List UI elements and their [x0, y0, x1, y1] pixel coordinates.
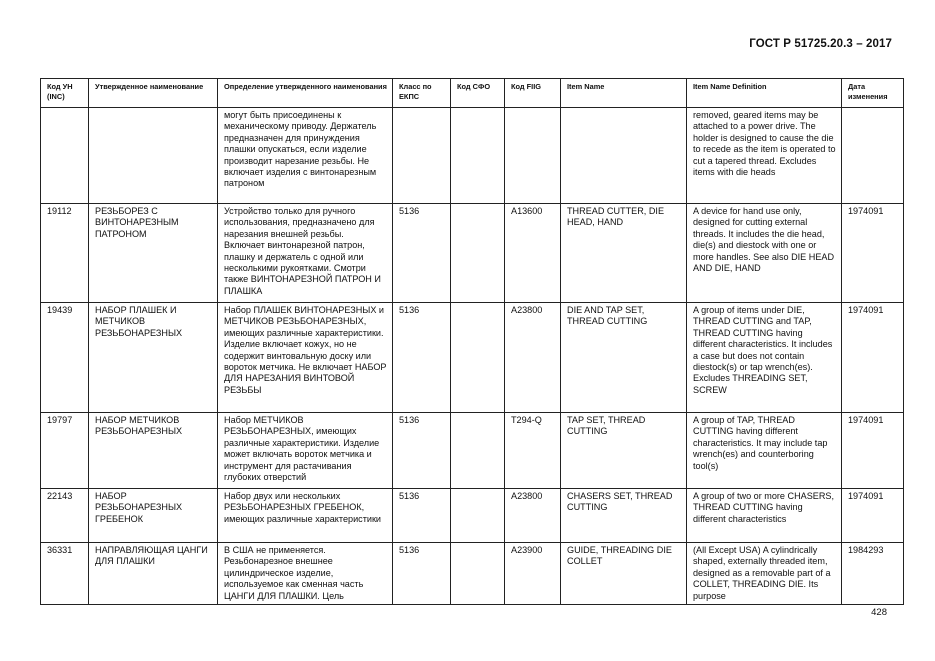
cell-item-name: CHASERS SET, THREAD CUTTING	[561, 489, 687, 543]
cell-ekps-class	[393, 108, 451, 204]
cell-fiig-code: A23800	[505, 489, 561, 543]
cell-fiig-code: T294-Q	[505, 413, 561, 489]
column-header-change-date: Дата изменения	[842, 79, 904, 108]
cell-definition: могут быть присоединены к механическому приводу. Держатель предназначен для принуждения плашки опускаться, если изделие производит нарезание резьбы. Не включает изделия с винтонарезным патроном	[218, 108, 393, 204]
cell-approved-name: НАБОР РЕЗЬБОНАРЕЗНЫХ ГРЕБЕНОК	[89, 489, 218, 543]
column-header-item-name-definition: Item Name Definition	[687, 79, 842, 108]
column-header-sfo-code: Код СФО	[451, 79, 505, 108]
cell-inc-code: 19112	[41, 204, 89, 303]
cell-change-date: 1974091	[842, 489, 904, 543]
cell-inc-code: 36331	[41, 543, 89, 605]
table-row	[41, 303, 904, 413]
cell-item-definition: A device for hand use only, designed for cutting external threads. It includes the die head, die(s) and diestock with one or more handles. See also DIE HEAD AND DIE, HAND	[687, 204, 842, 303]
cell-sfo-code	[451, 303, 505, 413]
column-header-ekps-class: Класс по ЕКПС	[393, 79, 451, 108]
table-row	[41, 108, 904, 204]
cell-sfo-code	[451, 543, 505, 605]
cell-sfo-code	[451, 489, 505, 543]
table-row	[41, 413, 904, 489]
cell-item-definition: (All Except USA) A cylindrically shaped, externally threaded item, designed as a removable part of a COLLET, THREADING DIE. Its purpose	[687, 543, 842, 605]
cell-approved-name	[89, 108, 218, 204]
cell-item-definition: A group of two or more CHASERS, THREAD CUTTING having different characteristics	[687, 489, 842, 543]
cell-inc-code: 22143	[41, 489, 89, 543]
table-row	[41, 489, 904, 543]
cell-change-date: 1984293	[842, 543, 904, 605]
table-row	[41, 204, 904, 303]
cell-ekps-class: 5136	[393, 543, 451, 605]
page-number: 428	[871, 607, 887, 618]
cell-item-definition: A group of TAP, THREAD CUTTING having different characteristics. It may include tap wrench(es) and counterboring tool(s)	[687, 413, 842, 489]
cell-item-name: THREAD CUTTER, DIE HEAD, HAND	[561, 204, 687, 303]
cell-inc-code: 19439	[41, 303, 89, 413]
table-row	[41, 543, 904, 605]
cell-sfo-code	[451, 108, 505, 204]
cell-item-definition: A group of items under DIE, THREAD CUTTING and TAP, THREAD CUTTING having different characteristics. It includes a case but does not contain diestock(s) or tap wrench(es). Excludes THREADING SET, SCREW	[687, 303, 842, 413]
cell-item-name: TAP SET, THREAD CUTTING	[561, 413, 687, 489]
cell-fiig-code: A23800	[505, 303, 561, 413]
cell-change-date: 1974091	[842, 204, 904, 303]
cell-inc-code	[41, 108, 89, 204]
cell-inc-code: 19797	[41, 413, 89, 489]
cell-item-definition: removed, geared items may be attached to a power drive. The holder is designed to cause the die to recede as the item is operated to cut a tapered thread. Excludes items with die heads	[687, 108, 842, 204]
cell-change-date: 1974091	[842, 303, 904, 413]
cell-approved-name: НАПРАВЛЯЮЩАЯ ЦАНГИ ДЛЯ ПЛАШКИ	[89, 543, 218, 605]
cell-fiig-code: A23900	[505, 543, 561, 605]
document-code: ГОСТ Р 51725.20.3 – 2017	[749, 38, 892, 50]
column-header-approved-name: Утвержденное наименование	[89, 79, 218, 108]
cell-ekps-class: 5136	[393, 204, 451, 303]
cell-item-name: DIE AND TAP SET, THREAD CUTTING	[561, 303, 687, 413]
cell-approved-name: РЕЗЬБОРЕЗ С ВИНТОНАРЕЗНЫМ ПАТРОНОМ	[89, 204, 218, 303]
cell-definition: Набор МЕТЧИКОВ РЕЗЬБОНАРЕЗНЫХ, имеющих различные характеристики. Изделие может включать вороток метчика и инструмент для растачивания глубоких отверстий	[218, 413, 393, 489]
cell-change-date	[842, 108, 904, 204]
cell-fiig-code: A13600	[505, 204, 561, 303]
cell-ekps-class: 5136	[393, 303, 451, 413]
cell-change-date: 1974091	[842, 413, 904, 489]
cell-definition: Набор ПЛАШЕК ВИНТОНАРЕЗНЫХ и МЕТЧИКОВ РЕЗЬБОНАРЕЗНЫХ, имеющих различные характеристики. Изделие включает кожух, но не содержит винтовальную доску или вороток метчика. Не включает НАБОР ДЛЯ НАРЕЗАНИЯ ВИНТОВОЙ РЕЗЬБЫ	[218, 303, 393, 413]
cell-ekps-class: 5136	[393, 413, 451, 489]
column-header-fiig-code: Код FIIG	[505, 79, 561, 108]
cell-definition: Устройство только для ручного использования, предназначено для нарезания внешней резьбы. Включает винтонарезной патрон, плашку и держатель с одной или несколькими рукоятками. Смотри также ВИНТОНАРЕЗНОЙ ПАТРОН И ПЛАШКА	[218, 204, 393, 303]
classification-table	[40, 78, 904, 605]
cell-definition: В США не применяется. Резьбонарезное внешнее цилиндрическое изделие, используемое как сменная часть ЦАНГИ ДЛЯ ПЛАШКИ. Цель	[218, 543, 393, 605]
column-header-item-name: Item Name	[561, 79, 687, 108]
cell-definition: Набор двух или нескольких РЕЗЬБОНАРЕЗНЫХ ГРЕБЕНОК, имеющих различные характеристики	[218, 489, 393, 543]
table-header-row	[41, 79, 904, 108]
cell-approved-name: НАБОР ПЛАШЕК И МЕТЧИКОВ РЕЗЬБОНАРЕЗНЫХ	[89, 303, 218, 413]
cell-ekps-class: 5136	[393, 489, 451, 543]
cell-approved-name: НАБОР МЕТЧИКОВ РЕЗЬБОНАРЕЗНЫХ	[89, 413, 218, 489]
cell-fiig-code	[505, 108, 561, 204]
cell-sfo-code	[451, 413, 505, 489]
cell-sfo-code	[451, 204, 505, 303]
cell-item-name: GUIDE, THREADING DIE COLLET	[561, 543, 687, 605]
column-header-inc-code: Код УН (INC)	[41, 79, 89, 108]
cell-item-name	[561, 108, 687, 204]
column-header-name-definition: Определение утвержденного наименования	[218, 79, 393, 108]
